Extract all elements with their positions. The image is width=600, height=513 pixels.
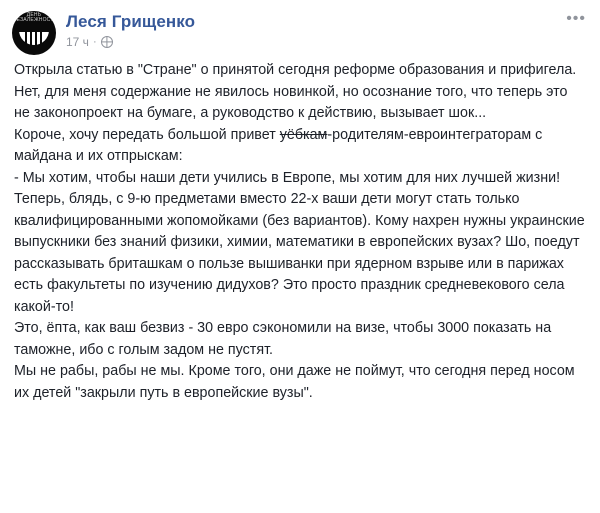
post-paragraph-with-strike: Короче, хочу передать большой привет уёбкам-родителям-евроинтеграторам с майдана и их отпрыскам: <box>14 126 543 164</box>
post-header <box>0 0 600 60</box>
author-name[interactable]: Леся Грищенко <box>66 12 196 31</box>
post-body <box>0 60 600 410</box>
avatar-top-text: ДЕНЬ НЕЗАЛЕЖНОСТI <box>12 12 56 23</box>
more-options-icon[interactable]: ••• <box>566 10 586 27</box>
post-paragraph: Открыла статью в "Стране" о принятой сегодня реформе образования и прифигела. Нет, для меня содержание не явилось новинкой, но осознание того, что теперь это не законопроект на бумаге, а руководство к действию, вызывает шок... <box>14 62 577 121</box>
post-paragraph: Теперь, блядь, с 9-ю предметами вместо 22-х ваши дети могут стать только квалифицированными жопомойками (без вариантов). Кому нахрен нужны украинские выпускники без знаний физики, химии, математики в европейских вузах? Шо, поедут рассказывать бриташкам о пользе вышиванки при ядерном взрыве или в парижах есть факультеты по изучению дидухов? Это просто праздник средневекового села какой-то! <box>14 191 585 315</box>
meta-separator: · <box>92 36 97 48</box>
smile-icon <box>19 29 49 45</box>
post-header-text <box>66 10 195 49</box>
post-meta <box>66 35 195 49</box>
globe-icon[interactable] <box>101 36 113 48</box>
avatar[interactable] <box>12 11 56 55</box>
strikethrough-word: уёбкам <box>279 126 328 143</box>
post-paragraph: - Мы хотим, чтобы наши дети учились в Европе, мы хотим для них лучшей жизни! <box>14 169 561 186</box>
post-paragraph: Это, ёпта, как ваш безвиз - 30 евро сэкономили на визе, чтобы 3000 показать на таможне, ибо с голым задом не пустят. <box>14 320 552 358</box>
post-timestamp[interactable]: 17 ч <box>66 35 89 49</box>
post-paragraph: Мы не рабы, рабы не мы. Кроме того, они даже не поймут, что сегодня перед носом их детей "закрыли путь в европейские вузы". <box>14 363 575 401</box>
